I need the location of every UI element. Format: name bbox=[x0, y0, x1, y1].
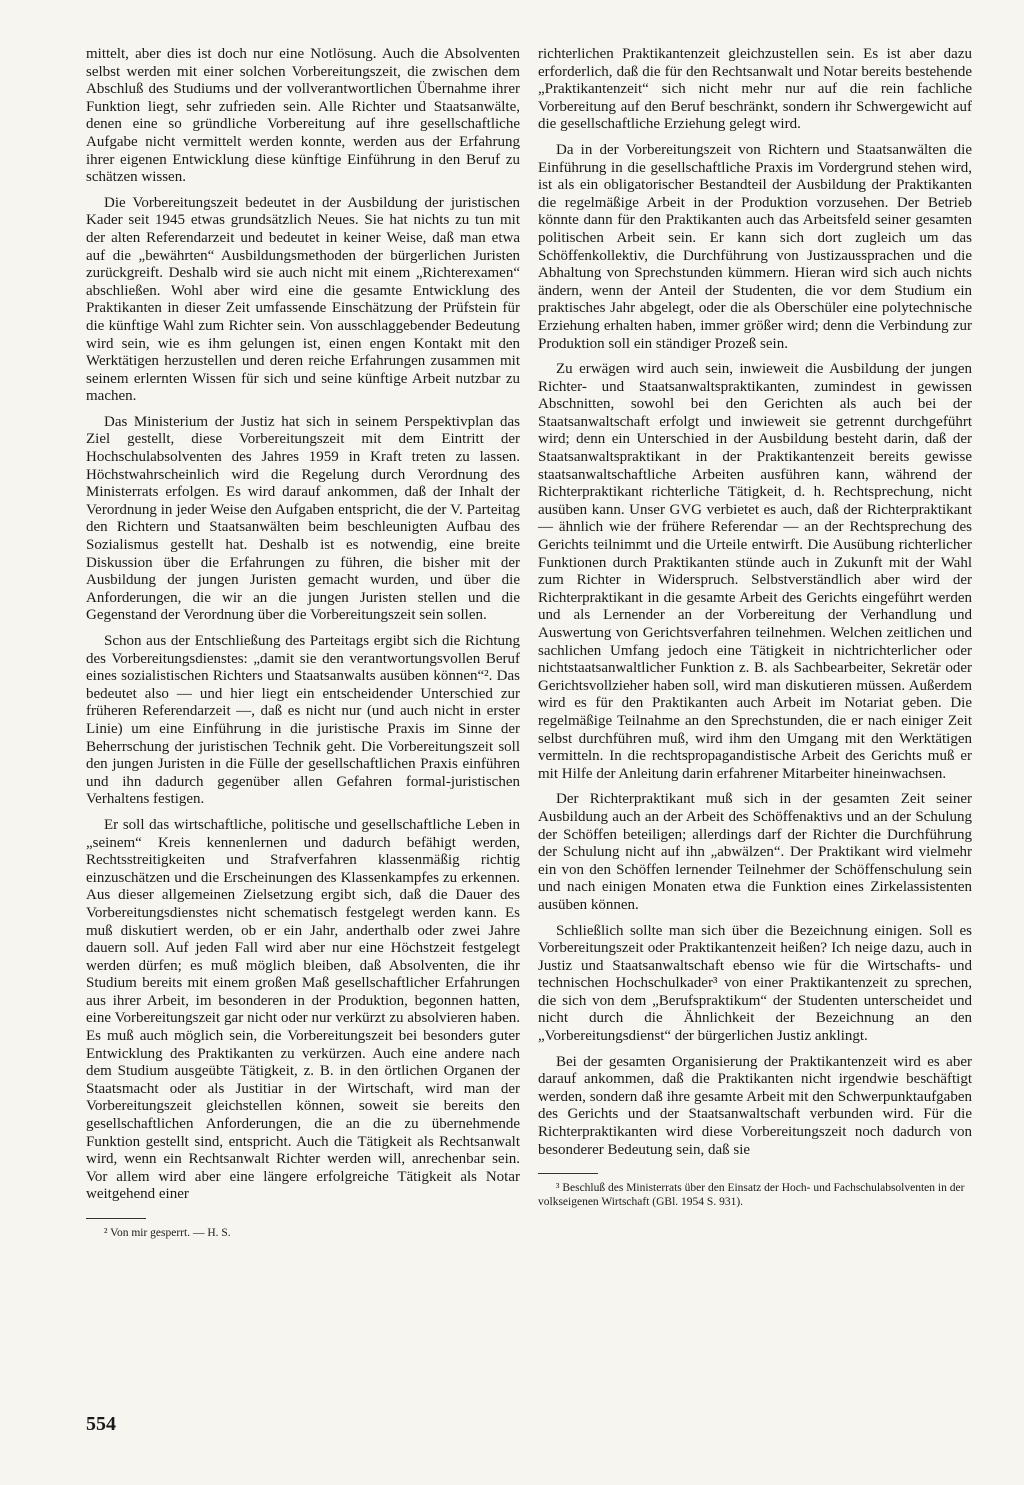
footnote: ² Von mir gesperrt. — H. S. bbox=[104, 1227, 231, 1239]
paragraph: Das Ministerium der Justiz hat sich in seinem Perspektivplan das Ziel gestellt, diese Vorbereitungszeit mit dem Eintritt der Hochschulabsolventen des Jahres 1959 in Kraft treten zu lassen. Höchstwahrscheinlich wird die Regelung durch Verordnung des Ministerrats erfolgen. Es wird darauf ankommen, daß der Inhalt der Verordnung in jeder Weise den Aufgaben entspricht, die der V. Parteitag den Richtern und Staatsanwälten beim beschleunigten Aufbau des Sozialismus gestellt hat. Deshalb ist es notwendig, eine breite Diskussion über die Erfahrungen zu führen, die bisher mit der Ausbildung der jungen Juristen gemacht wurden, und über die Anforderungen, die wir an die jungen Juristen stellen und die Gegenstand der Verordnung über die Vorbereitungszeit sein sollen. bbox=[86, 413, 520, 624]
paragraph: Schon aus der Entschließung des Parteitags ergibt sich die Richtung des Vorbereitungsdienstes: „damit sie den verantwortungsvollen Beruf eines sozialistischen Richters und Staatsanwalts ausüben können“². Das bedeutet also — und hier liegt ein entscheidender Unterschied zur früheren Referendarzeit —, daß es nicht nur (und auch nicht in erster Linie) um eine Einführung in die juristische Praxis im Sinne der Beherrschung der juristischen Technik geht. Die Vorbereitungszeit soll den jungen Juristen in die Fülle der gesellschaftlichen Praxis einführen und ihn dadurch gegenüber allen Gefahren formal-juristischen Verhaltens festigen. bbox=[86, 633, 520, 808]
paragraph: Der Richterpraktikant muß sich in der gesamten Zeit seiner Ausbildung auch an der Arbeit des Schöffenaktivs und an der Schulung der Schöffen beteiligen; allerdings darf der Richter die Durchführung der Schulung nicht auf ihn „abwälzen“. Der Praktikant wird vielmehr ein von den Schöffen lernender Teilnehmer der Schöffenschulung sein und nach einigen Monaten etwa die Funktion eines Zirkelassistenten ausüben können. bbox=[538, 791, 972, 913]
paragraph: Er soll das wirtschaftliche, politische und gesellschaftliche Leben in „seinem“ Kreis kennenlernen und dadurch befähigt werden, Rechtsstreitigkeiten und Strafverfahren klassenmäßig richtig einzuschätzen und die Erscheinungen des Klassenkampfes zu erkennen. Aus dieser allgemeinen Zielsetzung ergibt sich, daß die Dauer des Vorbereitungsdienstes nicht schematisch festgelegt werden kann. Es muß diskutiert werden, ob er ein Jahr, anderthalb oder zwei Jahre dauern soll. Auf jeden Fall wird aber nur eine Höchstzeit festgelegt werden dürfen; es muß möglich bleiben, daß Absolventen, die ihr Studium bereits mit einem großen Maß gesellschaftlicher Erfahrungen aus ihrer Arbeit, im besonderen in der Produktion, begonnen hatten, eine Vorbereitungszeit gar nicht oder nur verkürzt zu absolvieren haben. Es muß auch möglich sein, die Vorbereitungszeit bei besonders guter Entwicklung des Praktikanten zu verkürzen. Auch eine andere nach dem Studium ausgeübte Tätigkeit, z. B. in den örtlichen Organen der Staatsmacht oder als Justitiar in der Wirtschaft, wird man der Vorbereitungszeit gleichstellen können, soweit sie bereits den gesellschaftlichen Anforderungen, die an die zu übernehmende Funktion gestellt sind, entspricht. Auch die Tätigkeit als Rechtsanwalt wird, wenn ein Rechtsanwalt Richter werden will, anrechenbar sein. Vor allem wird aber eine längere erfolgreiche Tätigkeit als Notar weitgehend einer bbox=[86, 816, 520, 1203]
paragraph: Zu erwägen wird auch sein, inwieweit die Ausbildung der jungen Richter- und Staatsanwaltspraktikanten, zumindest in gewissen Abschnitten, sowohl bei den Gerichten als auch bei der Staatsanwaltschaft erfolgt und inwieweit sie getrennt durchgeführt wird; denn ein Unterschied in der Ausbildung besteht darin, daß der Staatsanwaltspraktikant in der Praktikantenzeit bereits gewisse staatsanwaltschaftliche Arbeiten ausführen kann, während der Richterpraktikant richterliche Tätigkeit, d. h. Rechtsprechung, nicht ausüben kann. Unser GVG verbietet es auch, daß der Richterpraktikant — ähnlich wie der frühere Referendar — an der Rechtsprechung des Gerichts teilnimmt und die Urteile entwirft. Die Ausübung richterlicher Funktionen durch Praktikanten stünde auch in Zukunft mit der Wahl zum Richter in Widerspruch. Selbstverständlich aber wird der Richterpraktikant in die gesamte Arbeit des Gerichts eingeführt werden und als Lernender an der Vorbereitung der Verhandlung und Auswertung von Gerichtsverfahren teilnehmen. Welchen zeitlichen und sachlichen Umfang jedoch eine Tätigkeit in nichtrichterlicher oder nichtstaatsanwaltlicher Funktion z. B. als Sachbearbeiter, Sekretär oder Gerichtsvollzieher haben soll, wird man diskutieren müssen. Außerdem wird es für den Praktikanten auch Arbeit im Notariat geben. Die regelmäßige Teilnahme an den Sprechstunden, die er nach einiger Zeit selbst durchführen muß, wird ihm den Umgang mit den Werktätigen vermitteln. In die rechtspropagandistische Arbeit des Gerichts muß er mit Hilfe der Anleitung darin erfahrener Mitarbeiter hineinwachsen. bbox=[538, 361, 972, 782]
footnote-rule bbox=[538, 1173, 598, 1174]
footnote: ³ Beschluß des Ministerrats über den Einsatz der Hoch- und Fachschulabsolventen in der volkseigenen Wirtschaft (GBl. 1954 S. 931). bbox=[538, 1182, 965, 1208]
paragraph: mittelt, aber dies ist doch nur eine Notlösung. Auch die Absolventen selbst werden mit einer solchen Vorbereitungszeit, die zwischen dem Abschluß des Studiums und der vollverantwortlichen Übernahme ihrer Funktion liegt, sehr zufrieden sein. Alle Richter und Staatsanwälte, denen eine so gründliche Vorbereitung auf ihre gesellschaftliche Aufgabe nicht vermittelt werden konnte, werden aus der Erfahrung ihrer eigenen Entwicklung diese künftige Einführung in den Beruf zu schätzen wissen. bbox=[86, 46, 520, 186]
paragraph: Die Vorbereitungszeit bedeutet in der Ausbildung der juristischen Kader seit 1945 etwas grundsätzlich Neues. Sie hat nichts zu tun mit der alten Referendarzeit und bedeutet in keiner Weise, daß man etwa auf die „bewährten“ Ausbildungsmethoden der bürgerlichen Juristen zurückgreift. Deshalb wird sie auch nicht mit einem „Richterexamen“ abschließen. Wohl aber wird eine die gesamte Entwicklung des Praktikanten in dieser Zeit umfassende Einschätzung der Prüfstein für die künftige Wahl zum Richter sein. Von ausschlaggebender Bedeutung wird sein, wie es ihm gelungen ist, einen engen Kontakt mit den Werktätigen herzustellen und deren reiche Erfahrungen zusammen mit seinem erlernten Wissen für sich und seine künftige Arbeit nutzbar zu machen. bbox=[86, 194, 520, 405]
paragraph: Da in der Vorbereitungszeit von Richtern und Staatsanwälten die Einführung in die gesellschaftliche Praxis im Vordergrund stehen wird, ist als ein obligatorischer Bestandteil der Ausbildung der Praktikanten die regelmäßige Arbeit in der Produktion vorzusehen. Der Betrieb könnte dann für den Praktikanten auch das Arbeitsfeld seiner gesamten politischen Arbeit sein. Er kann sich dort zugleich um das Schöffenkollektiv, die Durchführung von Justizaussprachen und die Abhaltung von Sprechstunden kümmern. Hieran wird sich auch nichts ändern, wenn der Anteil der Studenten, die vor dem Studium ein praktisches Jahr abgelegt, oder die als Oberschüler eine polytechnische Erziehung erhalten haben, immer größer wird; denn die Verbindung zur Produktion soll ein ständiger Prozeß sein. bbox=[538, 141, 972, 352]
paragraph: Bei der gesamten Organisierung der Praktikantenzeit wird es aber darauf ankommen, daß die Praktikanten nicht irgendwie beschäftigt werden, sondern daß ihre gesamte Arbeit mit den Schwerpunktaufgaben des Gerichts und der Staatsanwaltschaft verbunden wird. Für die Richterpraktikanten wird diese Vorbereitungszeit noch dadurch von besonderer Bedeutung sein, daß sie bbox=[538, 1053, 972, 1158]
right-column bbox=[538, 46, 972, 1217]
footnote-rule bbox=[86, 1218, 146, 1219]
left-column bbox=[86, 46, 520, 1249]
paragraph: Schließlich sollte man sich über die Bezeichnung einigen. Soll es Vorbereitungszeit oder Praktikantenzeit heißen? Ich neige dazu, auch in Justiz und Staatsanwaltschaft ebenso wie für die Wirtschafts- und technischen Hochschulkader³ von einer Praktikantenzeit zu sprechen, die sich von dem „Berufspraktikum“ der Studenten unterscheidet und nicht durch die Ähnlichkeit der Bezeichnung an den „Vorbereitungsdienst“ der bürgerlichen Justiz anklingt. bbox=[538, 922, 972, 1045]
page-number: 554 bbox=[86, 1413, 116, 1435]
paragraph: richterlichen Praktikantenzeit gleichzustellen sein. Es ist aber dazu erforderlich, daß die für den Rechtsanwalt und Notar bereits bestehende „Praktikantenzeit“ sich nicht mehr nur auf die rein fachliche Vorbereitung auf den Beruf beschränkt, sondern ihr Schwergewicht auf die gesellschaftliche Erziehung gelegt wird. bbox=[538, 46, 972, 133]
